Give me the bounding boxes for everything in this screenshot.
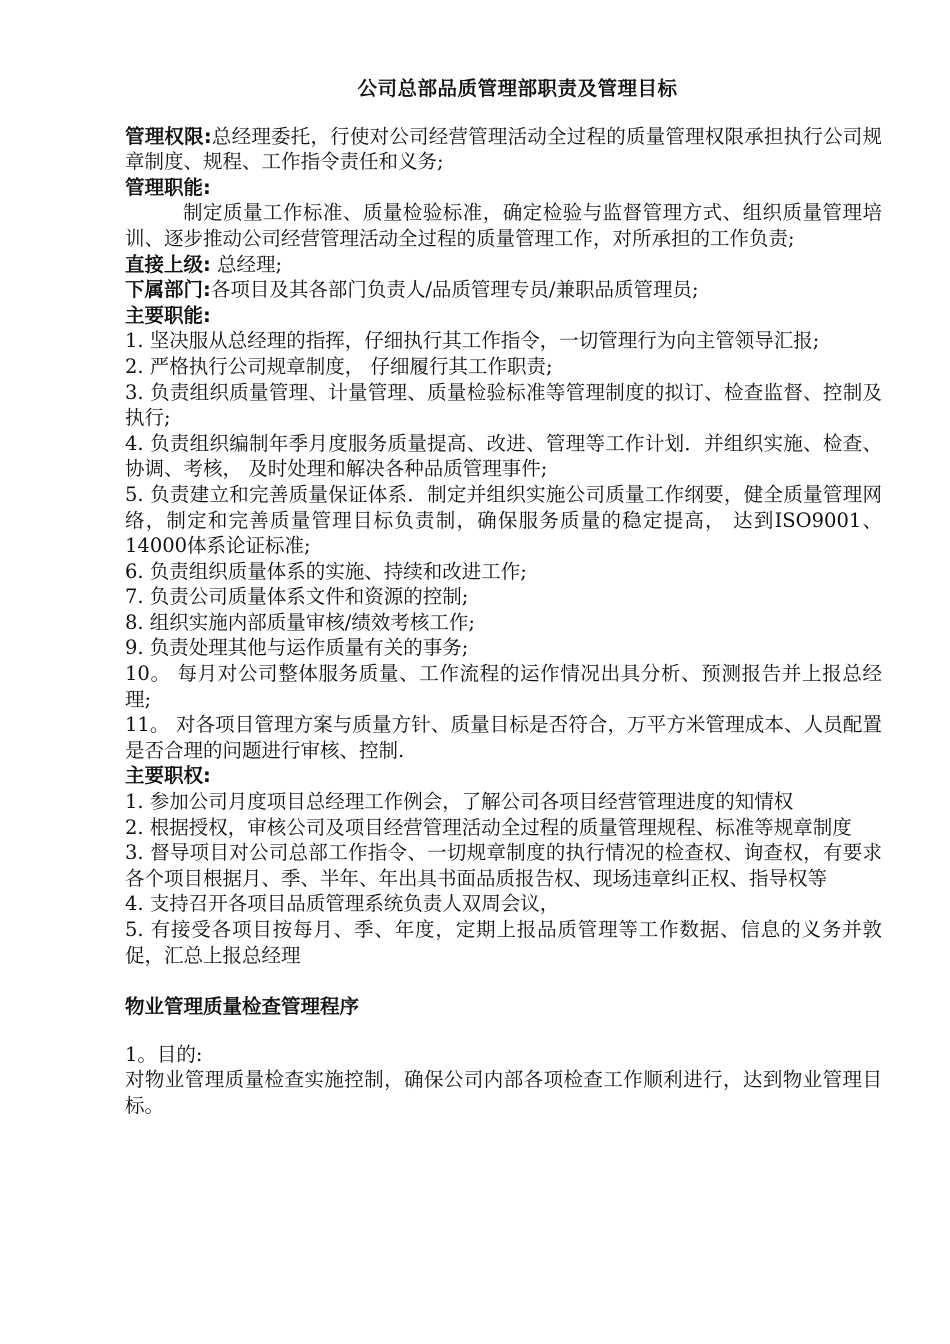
- purpose-text: 对物业管理质量检查实施控制，确保公司内部各项检查工作顺利进行，达到物业管理目标。: [125, 1068, 882, 1117]
- subordinate-paragraph: [125, 277, 882, 303]
- function-label: 管理职能:: [125, 175, 211, 199]
- purpose-label: 1。目的:: [125, 1042, 203, 1066]
- procedure-title: 物业管理质量检查管理程序: [125, 995, 360, 1019]
- function-text: 制定质量工作标准、质量检验标准，确定检验与监督管理方式、组织质量管理培训、逐步推动公司经营管理活动全过程的质量管理工作，对所承担的工作负责;: [125, 201, 882, 250]
- authority-text: 总经理委托，行使对公司经营管理活动全过程的质量管理权限承担执行公司规章制度、规程、工作指令责任和义务;: [125, 124, 882, 174]
- list-item: 11。 对各项目管理方案与质量方针、质量目标是否符合，万平方米管理成本、人员配置是否合理的问题进行审核、控制.: [125, 713, 882, 762]
- superior-label: 直接上级:: [125, 252, 211, 276]
- list-item: 3. 督导项目对公司总部工作指令、一切规章制度的执行情况的检查权、询查权，有要求各个项目根据月、季、半年、年出具书面品质报告权、现场违章纠正权、指导权等: [125, 841, 882, 890]
- list-item: 1. 参加公司月度项目总经理工作例会，了解公司各项目经营管理进度的知情权: [125, 790, 794, 814]
- list-item: 9. 负责处理其他与运作质量有关的事务;: [125, 636, 469, 660]
- list-item: 1. 坚决服从总经理的指挥，仔细执行其工作指令，一切管理行为向主管领导汇报;: [125, 329, 820, 353]
- subordinate-text: 各项目及其各部门负责人/品质管理专员/兼职品质管理员;: [210, 278, 699, 302]
- superior-text: 总经理;: [210, 252, 283, 276]
- list-item: 4. 负责组织编制年季月度服务质量提高、改进、管理等工作计划．并组织实施、检查、协调、考核， 及时处理和解决各种品质管理事件;: [125, 431, 882, 481]
- authority-paragraph: [125, 124, 882, 175]
- list-item: 4. 支持召开各项目品质管理系统负责人双周会议，: [125, 892, 560, 916]
- list-item: 10。 每月对公司整体服务质量、工作流程的运作情况出具分析、预测报告并上报总经理;: [125, 662, 882, 711]
- list-item: 2. 严格执行公司规章制度， 仔细履行其工作职责;: [125, 354, 553, 378]
- superior-paragraph: [125, 252, 882, 278]
- authority-label: 管理权限:: [125, 124, 212, 148]
- subordinate-label: 下属部门:: [125, 278, 211, 302]
- powers-label: 主要职权:: [125, 764, 211, 788]
- duties-label: 主要职能:: [125, 303, 211, 327]
- list-item: 6. 负责组织质量体系的实施、持续和改进工作;: [125, 559, 527, 583]
- list-item: 5. 负责建立和完善质量保证体系．制定并组织实施公司质量工作纲要，健全质量管理网络，制定和完善质量管理目标负责制，确保服务质量的稳定提高， 达到ISO9001、14000体系论证标准;: [125, 482, 882, 558]
- list-item: 7. 负责公司质量体系文件和资源的控制;: [125, 585, 469, 609]
- list-item: 8. 组织实施内部质量审核/绩效考核工作;: [125, 610, 475, 634]
- list-item: 3. 负责组织质量管理、计量管理、质量检验标准等管理制度的拟订、检查监督、控制及执行;: [125, 380, 882, 430]
- list-item: 5. 有接受各项目按每月、季、年度，定期上报品质管理等工作数据、信息的义务并敦促，汇总上报总经理: [125, 918, 882, 967]
- list-item: 2. 根据授权，审核公司及项目经营管理活动全过程的质量管理规程、标准等规章制度: [125, 815, 852, 839]
- page-title: 公司总部品质管理部职责及管理目标: [357, 77, 678, 100]
